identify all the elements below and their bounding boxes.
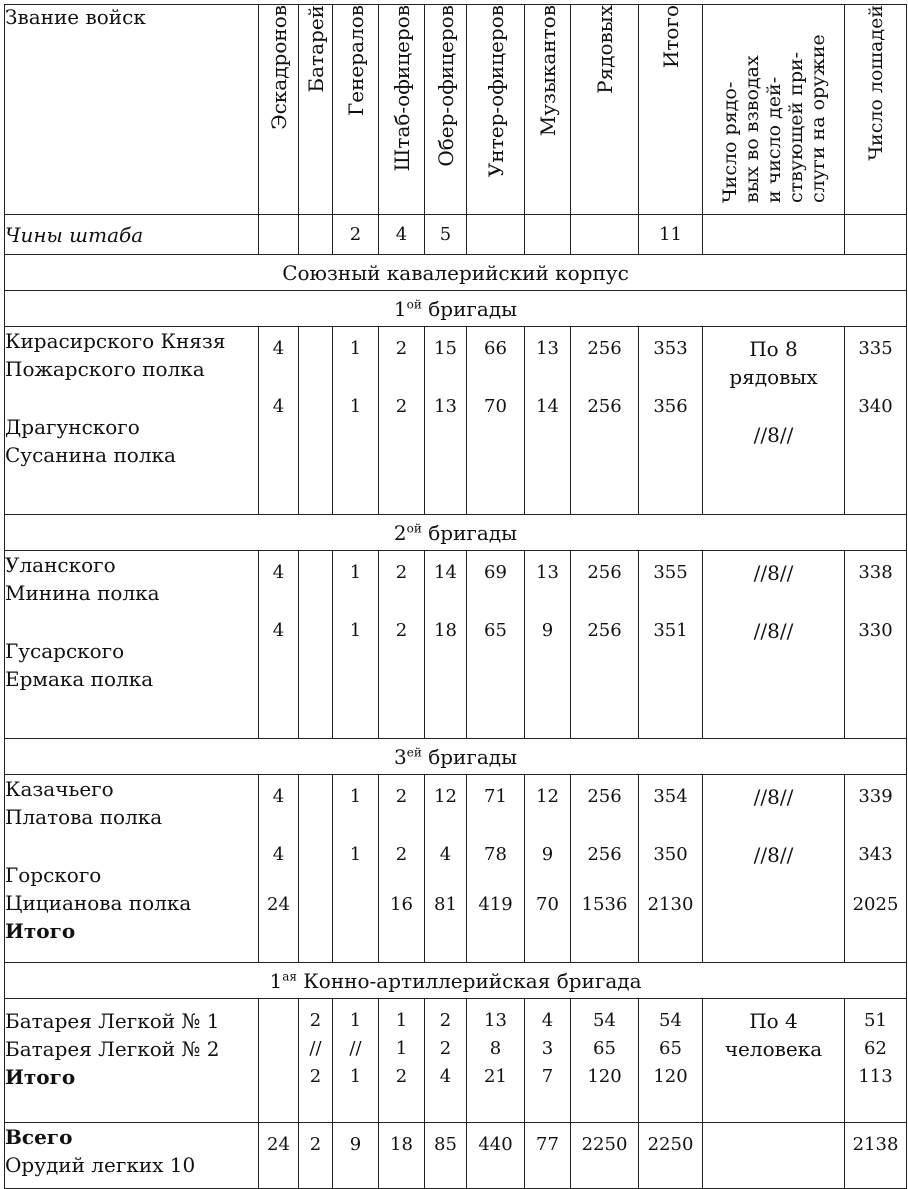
grand-total-label: Всего (5, 1125, 73, 1149)
troops-table (4, 4, 907, 1189)
header-staff-officers: Штаб-офицеров (379, 5, 425, 215)
header-platoon-privates: Число рядо- вых во взводах и число дей- ствующей при- слуги на оружие (703, 5, 845, 215)
brigade-3-title: $3^{ей}$ бригады (5, 739, 907, 775)
regiment-names: Казачьего Платова полка Горского Цицианова полка Итого (5, 775, 259, 963)
regiment-names: Уланского Минина полка Гусарского Ермака полка (5, 551, 259, 739)
artillery-title-row (5, 963, 907, 999)
staff-staff-officers: 4 (379, 215, 425, 255)
header-row (5, 5, 907, 215)
brigade-3-block: Казачьего Платова полка Горского Цицианова полка Итого 4 4 24 1 1 2 2 16 12 4 81 71 78 419 12 9 70 256 256 1536 354 350 2130 //8// //8// 339 343 2025 (5, 775, 907, 963)
brigade-2-block: Уланского Минина полка Гусарского Ермака полка 4 4 1 1 2 2 14 18 69 65 13 9 256 256 355 351 //8// //8// 338 330 (5, 551, 907, 739)
grand-total-row: Всего Орудий легких 10 24 2 9 18 85 440 77 2250 2250 2138 (5, 1123, 907, 1189)
header-squadrons: Эскадронов (259, 5, 299, 215)
staff-generals: 2 (333, 215, 379, 255)
brigade-title-row (5, 739, 907, 775)
cavalry-total-label: Итого (5, 919, 76, 943)
header-musicians: Музыкантов (525, 5, 571, 215)
staff-ober-officers: 5 (425, 215, 467, 255)
header-troop-type: Звание войск (5, 5, 259, 215)
artillery-title: $1^{ая}$ Конно-артиллерийская бригада (5, 963, 907, 999)
corps-title-row (5, 255, 907, 291)
header-generals: Генералов (333, 5, 379, 215)
header-privates: Рядовых (571, 5, 639, 215)
brigade-2-title: $2^{ой}$ бригады (5, 515, 907, 551)
regiment-names: Кирасирского Князя Пожарского полка Драгунского Сусанина полка (5, 327, 259, 515)
artillery-total-label: Итого (5, 1065, 76, 1089)
staff-total: 11 (639, 215, 703, 255)
battery-names: Батарея Легкой № 1 Батарея Легкой № 2 Итого (5, 999, 259, 1123)
header-horses: Число лошадей (845, 5, 907, 215)
staff-label: Чины штаба (5, 215, 259, 255)
artillery-block: Батарея Легкой № 1 Батарея Легкой № 2 Итого 2 // 2 1 // 1 1 1 2 2 2 4 13 8 21 4 3 7 54 65 120 54 65 120 По 4 человека 51 62 113 (5, 999, 907, 1123)
header-total: Итого (639, 5, 703, 215)
brigade-title-row (5, 515, 907, 551)
brigade-title-row (5, 291, 907, 327)
brigade-1-title: $1^{ой}$ бригады (5, 291, 907, 327)
staff-row (5, 215, 907, 255)
header-nco: Унтер-офицеров (467, 5, 525, 215)
corps-title: Союзный кавалерийский корпус (5, 255, 907, 291)
header-ober-officers: Обер-офицеров (425, 5, 467, 215)
guns-count: Орудий легких 10 (5, 1153, 196, 1177)
header-batteries: Батарей (299, 5, 333, 215)
brigade-1-block: Кирасирского Князя Пожарского полка Драгунского Сусанина полка 4 4 1 1 2 2 15 13 66 70 13 14 256 256 353 356 По 8 рядовых //8// 335 340 (5, 327, 907, 515)
